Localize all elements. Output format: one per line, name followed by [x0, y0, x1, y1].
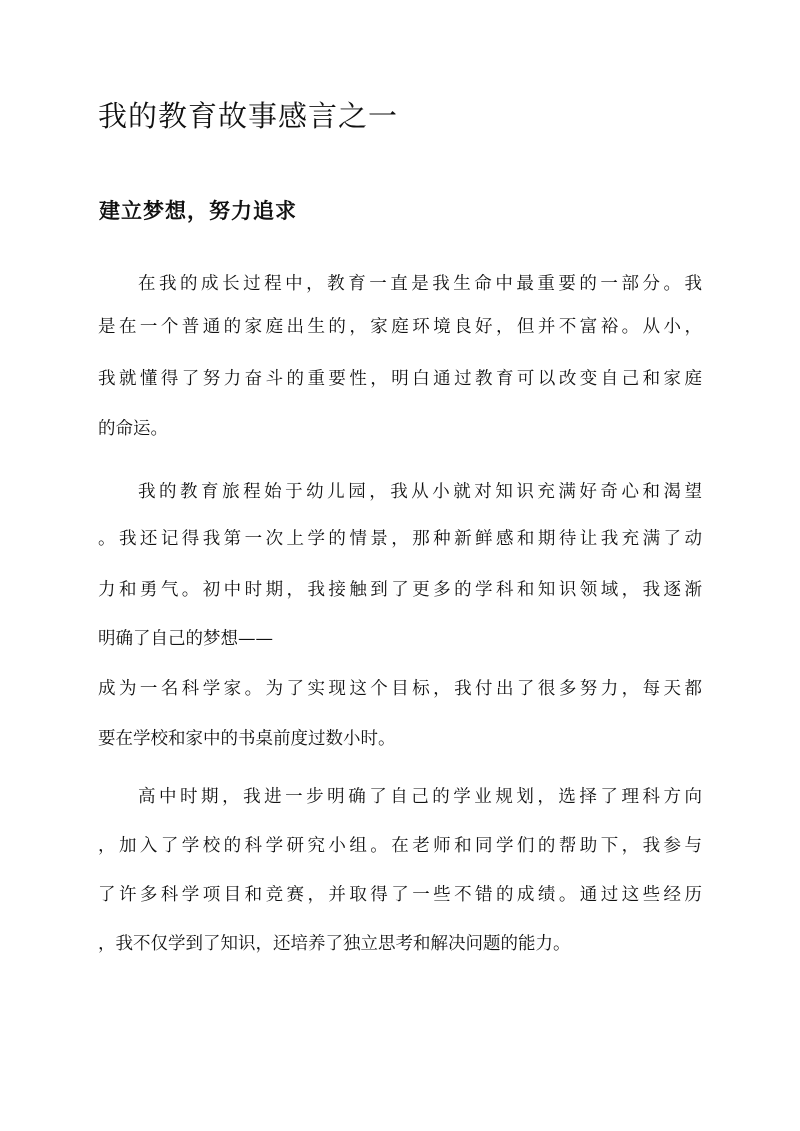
- paragraph-line: 高中时期，我进一步明确了自己的学业规划，选择了理科方向: [138, 787, 702, 807]
- paragraph-line: 在我的成长过程中，教育一直是我生命中最重要的一部分。我: [138, 274, 702, 294]
- paragraph-line: ，加入了学校的科学研究小组。在老师和同学们的帮助下，我参与: [98, 836, 702, 856]
- paragraph-line: 的命运。: [98, 419, 168, 439]
- paragraph-line: 成为一名科学家。为了实现这个目标，我付出了很多努力，每天都: [98, 679, 702, 699]
- paragraph-line: ，我不仅学到了知识，还培养了独立思考和解决问题的能力。: [98, 934, 571, 954]
- section-heading: 建立梦想，努力追求: [99, 198, 297, 223]
- paragraph-line: 明确了自己的梦想——: [98, 629, 273, 649]
- paragraph-line: 要在学校和家中的书桌前度过数小时。: [98, 729, 396, 749]
- paragraph-line: 我的教育旅程始于幼儿园，我从小就对知识充满好奇心和渴望: [138, 482, 702, 502]
- paragraph-line: 是在一个普通的家庭出生的，家庭环境良好，但并不富裕。从小，: [98, 317, 702, 337]
- paragraph-line: 力和勇气。初中时期，我接触到了更多的学科和知识领域，我逐渐: [98, 580, 702, 600]
- document-title: 我的教育故事感言之一: [98, 99, 399, 133]
- paragraph-line: 了许多科学项目和竞赛，并取得了一些不错的成绩。通过这些经历: [98, 885, 702, 905]
- paragraph-line: 我就懂得了努力奋斗的重要性，明白通过教育可以改变自己和家庭: [98, 369, 702, 389]
- paragraph-line: 。我还记得我第一次上学的情景，那种新鲜感和期待让我充满了动: [98, 529, 702, 549]
